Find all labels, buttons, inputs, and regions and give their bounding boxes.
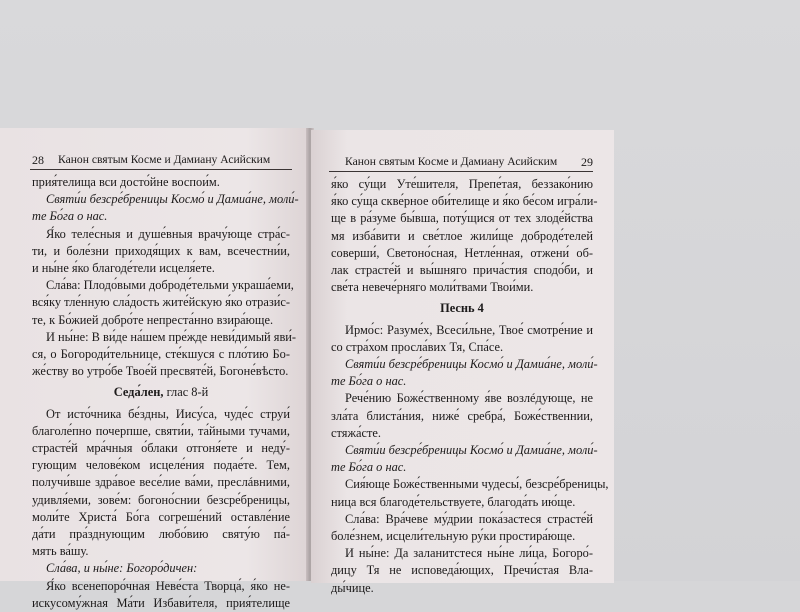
text-line: ще в ра́зуме бы́вша, поту́щися от тех злоде́йства: [331, 211, 593, 226]
text-line: искусому́жная Ма́ти Избави́теля, прия́телище: [32, 595, 290, 610]
text-line: И ны́не: Да заланитстеся ны́не ли́ца, Богоро́-: [345, 546, 593, 561]
text-line: же́ству во утро́бе Твое́й пресвяте́й, Богоне́вѣсто.: [32, 364, 289, 379]
text-line: Сия́юще Боже́ственными чудесы́, безсре́бреницы,: [345, 477, 609, 492]
text-line: ся, о Богороди́тельнице, сте́кшуся с пло́тию Бо-: [32, 347, 290, 362]
right-text-block-2: [331, 322, 609, 597]
text-line: соверши́, Светоно́сная, Нетле́нная, отжени́ об-: [331, 245, 593, 260]
text-line: зла́та блиста́ния, ниже́ сребра́, Боже́ственнии,: [331, 408, 593, 423]
text-line: Я́ко теле́сныя и душе́вныя врачу́юще стра́с-: [46, 226, 290, 241]
text-line: ды́чице.: [331, 580, 374, 595]
text-line: благоле́пно почерпше, святи́и, та́йными тучами,: [32, 423, 290, 438]
right-page: [311, 130, 614, 595]
left-text-block-2: [32, 406, 290, 612]
text-line: я́ко су́ща скве́рное оби́телище и я́ко бе́сом игра́ли-: [331, 194, 598, 209]
text-line: ти, и боле́зни приходя́щих к вам, всечестни́и,: [32, 243, 290, 258]
text-line: Рече́нию Боже́ственному я́ве возлéдующе, не: [345, 391, 593, 406]
text-line: вся́ку тле́нную сла́дость жите́йскую я́ко отрази́с-: [32, 295, 290, 310]
text-line: И ны́не: В ви́де на́шем пре́жде неви́димый яви́-: [46, 329, 297, 344]
text-line: Сла́ва: Плодо́выми доброде́тельми украша́еми,: [46, 278, 294, 293]
text-line: да́ти пра́зднующим любо́вию святу́ю па́-: [32, 527, 290, 542]
left-header-rule: [30, 169, 292, 170]
text-line: я́ко су́щи Уте́шителя, Препе́тая, беззако́нию: [331, 177, 593, 191]
text-line: и ны́не я́ко благоде́тели исцеля́ете.: [32, 261, 215, 276]
right-text-block-1: [331, 176, 598, 296]
open-book: [0, 128, 622, 610]
text-line: те, к Бо́жией добро́те непреста́нно взира́юще.: [32, 312, 274, 327]
text-line: Сла́ва: Вра́чеве му́дрии пока́застеся страсте́й: [345, 511, 593, 526]
text-line: прия́телища вси досто́йне воспои́м.: [32, 175, 220, 189]
text-line: Сла́ва, и ны́не: Богоро́дичен:: [46, 561, 198, 576]
text-line: Я́ко всенепоро́чная Неве́ста Творца́, я́ко не-: [46, 578, 290, 593]
left-page-text: [32, 174, 299, 612]
text-line: стяжа́сте.: [331, 425, 382, 440]
sedalen-tone: глас 8-й: [166, 385, 209, 400]
left-running-title: Канон святым Косме и Дамиану Асийским: [58, 153, 271, 166]
text-line: мять ва́шу.: [32, 544, 89, 559]
right-page-text: [331, 176, 609, 597]
text-line: те Бо́га о нас.: [331, 460, 407, 475]
text-line: гующим челове́ком исцеле́ния подае́те. Тем,: [32, 458, 290, 473]
text-line: боле́знем, исцели́тельную ру́ки простира́юще.: [331, 529, 576, 544]
text-line: удивля́еми, зове́м: богоно́снии безсре́бреницы,: [32, 492, 290, 507]
left-page-number: 28: [32, 153, 44, 167]
text-line: све́та невече́рняго моли́твами Твои́ми.: [331, 280, 534, 295]
text-line: те Бо́га о нас.: [32, 209, 108, 224]
text-line: со стра́хом просла́вих Тя, Спа́се.: [331, 339, 504, 354]
text-line: получи́вше здра́вое весе́лие ва́ми, преслáвними,: [32, 475, 290, 490]
right-page-number: 29: [581, 155, 593, 169]
text-line: моли́те Христа́ Бо́га согреше́ний оставле́ние: [32, 509, 290, 524]
sedalen-heading: Седа́лен,: [113, 385, 164, 400]
text-line: Святи́и безсре́бреницы Космо́ и Дамиа́не, моли́-: [345, 357, 598, 372]
text-line: лак страсте́й и вы́шняго прича́стия сподо́би, и: [331, 263, 593, 278]
left-page: [0, 128, 308, 610]
text-line: Святи́и безсре́бреницы Космо́ и Дамиа́не, моли́-: [46, 192, 299, 207]
text-line: Ирмо́с: Разуме́х, Всеси́льне, Твое́ смотре́ние и: [345, 322, 593, 337]
right-header-rule: [329, 171, 593, 172]
text-line: те Бо́га о нас.: [331, 374, 407, 389]
text-line: ница вся благоде́тельствуете, благода́ть ию́ще.: [331, 494, 576, 509]
text-line: дицу Тя не исповеда́ющих, Пречи́стая Вла-: [331, 563, 593, 578]
text-line: страсте́й мра́чныя о́блаки отгоня́ете и неду́-: [32, 441, 290, 456]
right-running-title: Канон святым Косме и Дамиану Асийским: [345, 155, 558, 168]
right-section-heading: Песнь 4: [440, 301, 484, 316]
left-section-heading: [32, 384, 290, 401]
left-text-block-1: [32, 174, 299, 380]
text-line: Святи́и безсре́бреницы Космо́ и Дамиа́не, моли́-: [345, 443, 598, 458]
text-line: мя изба́вити и све́тлое жили́ще доброде́телей: [331, 228, 593, 243]
text-line: От исто́чника бе́здны, Иису́са, чуде́с струи́: [46, 406, 290, 421]
